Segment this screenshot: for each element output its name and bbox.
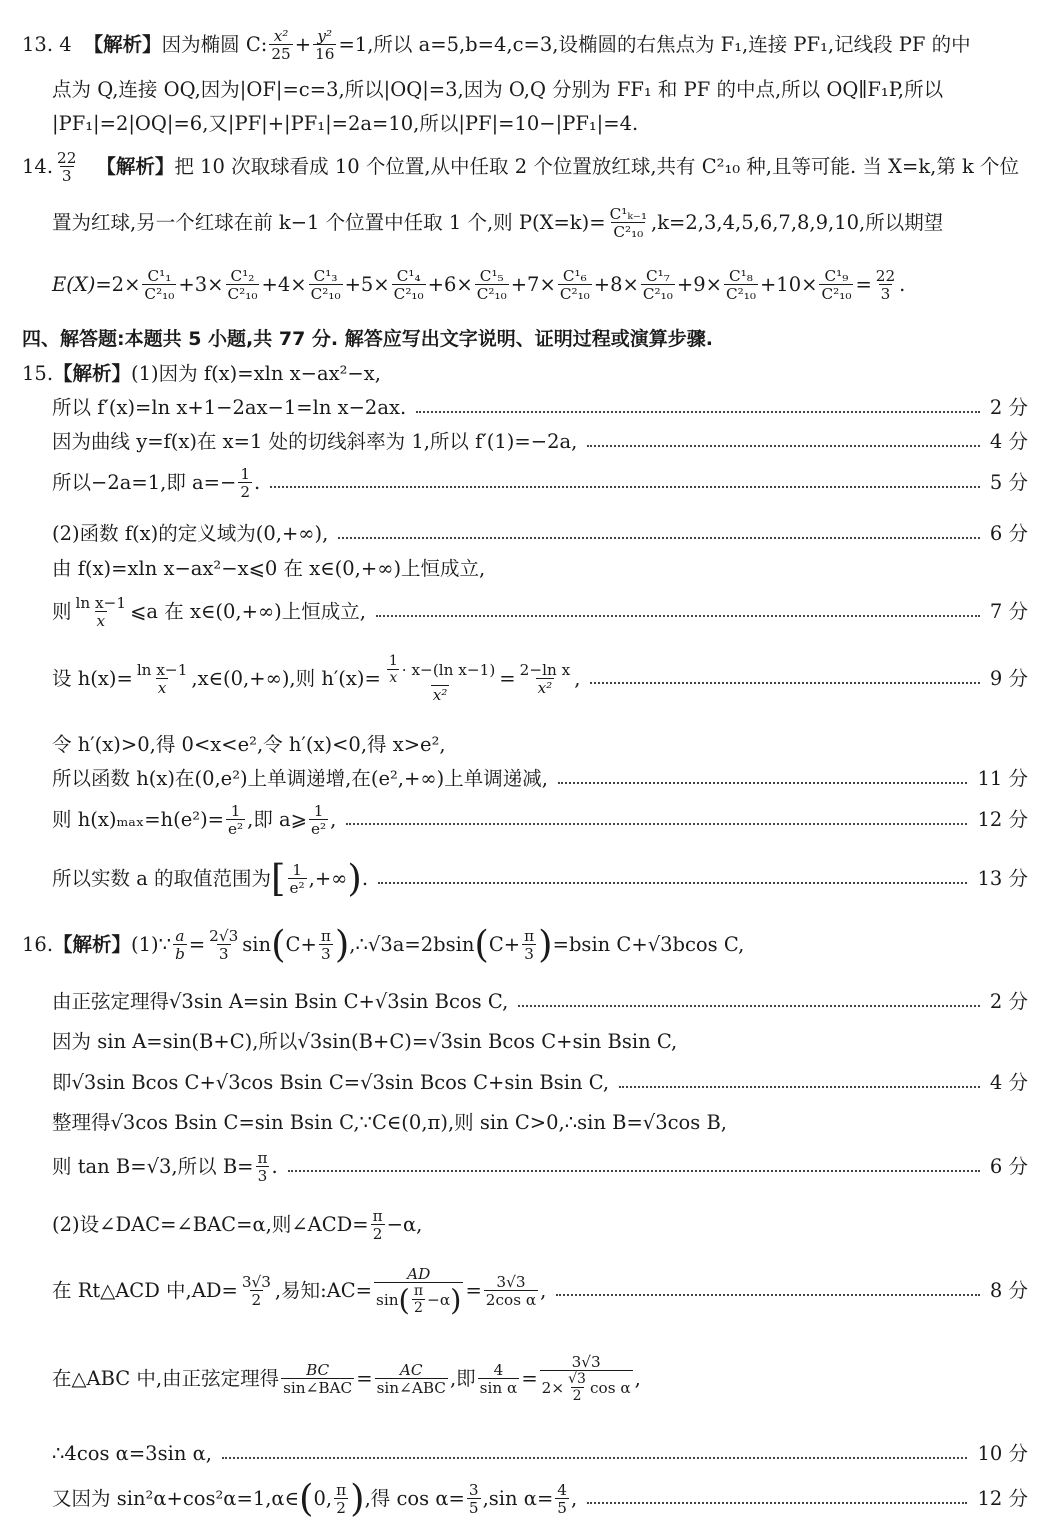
step-text: 所以函数 h(x)在(0,e²)上单调递增,在(e²,+∞)上单调递减, xyxy=(52,767,548,790)
fraction xyxy=(281,1362,354,1396)
q14-tag: 【解析】 xyxy=(96,155,175,179)
term-fraction xyxy=(475,268,509,302)
frac-num: C¹₇ xyxy=(645,267,670,285)
step-text: 由正弦定理得√3sin A=sin Bsin C+√3sin Bcos C, xyxy=(52,990,509,1013)
frac-den: C²₁₀ xyxy=(613,223,644,241)
term-fraction xyxy=(641,268,675,302)
score: 6 分 xyxy=(989,522,1028,545)
fraction xyxy=(135,662,190,696)
frac-num: C¹ₖ₋₁ xyxy=(609,205,648,223)
frac-num: y² xyxy=(317,27,333,45)
q15-step xyxy=(52,466,1028,500)
q16-head xyxy=(22,923,745,967)
bracket: [ xyxy=(271,857,286,901)
fraction xyxy=(240,1274,273,1308)
q16-step xyxy=(52,1477,1028,1520)
frac-num: a xyxy=(175,927,185,945)
step-text: = xyxy=(188,933,206,957)
step-text: · x−(ln x−1) xyxy=(401,660,496,679)
paren: ) xyxy=(538,923,553,967)
paren: ( xyxy=(299,1477,314,1520)
frac-num xyxy=(383,654,497,685)
step-text: 2× xyxy=(541,1378,565,1397)
score: 10 分 xyxy=(977,1442,1028,1465)
step-text: 在△ABC 中,由正弦定理得 xyxy=(52,1367,280,1391)
term-fraction xyxy=(226,268,260,302)
frac-num: π xyxy=(336,1481,347,1499)
step-text: . xyxy=(271,1155,278,1179)
paren: ) xyxy=(450,1282,462,1317)
term-coefficient: +6× xyxy=(427,273,473,297)
q16-step xyxy=(52,1442,1028,1465)
q14-text: ,k=2,3,4,5,6,7,8,9,10,所以期望 xyxy=(651,211,944,235)
q15-step xyxy=(52,396,1028,419)
frac-num: 2√3 xyxy=(209,927,239,945)
frac-num: C¹₈ xyxy=(729,267,753,285)
fraction xyxy=(522,928,536,962)
step-text: , xyxy=(574,667,581,691)
q13-text: + xyxy=(294,33,312,57)
fraction xyxy=(334,1482,348,1516)
fraction xyxy=(226,803,245,837)
q14-number: 14. xyxy=(22,155,54,179)
q15-step xyxy=(52,654,1028,703)
step-text: −α, xyxy=(386,1213,423,1237)
frac-num: C¹₁ xyxy=(147,267,172,285)
step-text: 所以−2a=1,即 a=− xyxy=(52,471,237,495)
step-text: (1)∵ xyxy=(131,933,172,957)
q14-text: 置为红球,另一个红球在前 k−1 个位置中任取 1 个,则 P(X=k)= xyxy=(52,211,606,235)
frac-den: 5 xyxy=(468,1499,479,1517)
q15-step xyxy=(52,522,1028,545)
frac-den: sin∠BAC xyxy=(283,1378,353,1397)
frac-num: 4 xyxy=(557,1481,567,1499)
frac-den: 25 xyxy=(271,45,291,63)
leader-dots xyxy=(416,411,980,413)
q13-line2: 点为 Q,连接 OQ,因为|OF|=c=3,所以|OQ|=3,因为 O,Q 分别为 FF₁ 和 PF 的中点,所以 OQ∥F₁P,所以 xyxy=(52,78,944,101)
q13-fraction xyxy=(313,28,336,62)
step-text: = xyxy=(356,1367,373,1391)
frac-num: C¹₉ xyxy=(824,267,849,285)
paren: ( xyxy=(271,923,286,967)
frac-den xyxy=(374,1282,463,1315)
leader-dots xyxy=(346,823,967,825)
frac-num: 2−ln x xyxy=(519,660,571,679)
frac-num: 1 xyxy=(230,802,241,820)
q15-head xyxy=(22,362,381,385)
step-text: ∴4cos α=3sin α, xyxy=(52,1442,212,1465)
q14-line3 xyxy=(52,268,905,302)
frac-den: 3 xyxy=(61,167,72,185)
q15-text: (1)因为 f(x)=xln x−ax²−x, xyxy=(131,362,381,385)
fraction xyxy=(255,1150,269,1184)
q13-text: =1,所以 a=5,b=4,c=3,设椭圆的右焦点为 F₁,连接 PF₁,记线段 PF 的中 xyxy=(338,33,971,57)
step-text: 因为曲线 y=f(x)在 x=1 处的切线斜率为 1,所以 f′(1)=−2a, xyxy=(52,430,578,453)
term-coefficient: +3× xyxy=(178,273,224,297)
frac-num: x² xyxy=(273,27,289,45)
fraction xyxy=(375,1362,448,1396)
fraction xyxy=(467,1482,481,1516)
step-text: 所以实数 a 的取值范围为 xyxy=(52,867,272,891)
step-text: −α xyxy=(427,1290,451,1309)
score: 2 分 xyxy=(989,396,1028,419)
term-coefficient: +8× xyxy=(593,273,639,297)
frac-den: C²₁₀ xyxy=(144,285,175,303)
frac-num: 3√3 xyxy=(241,1272,271,1291)
step-text: ,即 a⩾ xyxy=(247,808,308,832)
q16-step xyxy=(52,1150,1028,1184)
frac-num: C¹₃ xyxy=(313,267,338,285)
frac-den: C²₁₀ xyxy=(310,285,341,303)
frac-num: 3 xyxy=(468,1481,479,1499)
step-text: cos α xyxy=(589,1378,631,1397)
leader-dots xyxy=(590,682,979,684)
term-fraction xyxy=(558,268,592,302)
q14-fraction xyxy=(608,206,649,240)
frac-num: 3√3 xyxy=(496,1272,526,1291)
q16-step xyxy=(52,1266,1028,1315)
frac-num: 1 xyxy=(388,653,398,669)
frac-num: C¹₆ xyxy=(562,267,587,285)
q16-step: 整理得√3cos Bsin C=sin Bsin C,∵C∈(0,π),则 sin C>0,∴sin B=√3cos B, xyxy=(52,1111,728,1134)
term-fraction xyxy=(392,268,426,302)
frac-den: x xyxy=(157,678,167,697)
step-text: 在 Rt△ACD 中,AD= xyxy=(52,1279,238,1303)
fraction xyxy=(478,1362,520,1396)
fraction xyxy=(74,595,129,629)
step-text: . xyxy=(361,867,369,891)
fraction xyxy=(309,803,328,837)
leader-dots xyxy=(222,1457,968,1459)
fraction xyxy=(484,1274,538,1308)
q16-step xyxy=(52,1208,422,1242)
frac-den: 5 xyxy=(557,1499,567,1517)
fraction xyxy=(371,1208,385,1242)
fraction xyxy=(288,862,307,896)
q14-text: E(X)= xyxy=(52,273,112,297)
q14-line2 xyxy=(52,206,943,240)
frac-den: sin∠ABC xyxy=(376,1378,446,1397)
q13-number: 13. 4 xyxy=(22,33,72,57)
leader-dots xyxy=(338,537,980,539)
step-text: ,x∈(0,+∞),则 h′(x)= xyxy=(191,667,381,691)
frac-num: C¹₅ xyxy=(479,267,504,285)
frac-num: 1 xyxy=(292,861,302,879)
frac-num: 1 xyxy=(240,465,251,483)
score: 9 分 xyxy=(989,667,1028,691)
q16-step xyxy=(52,1071,1028,1094)
fraction xyxy=(374,1266,463,1315)
q13-fraction xyxy=(269,28,292,62)
q14-result xyxy=(874,268,897,302)
step-text: ⩽a 在 x∈(0,+∞)上恒成立, xyxy=(130,600,366,624)
fraction xyxy=(173,928,187,962)
step-text: , xyxy=(540,1279,547,1303)
term-fraction xyxy=(309,268,343,302)
frac-den: C²₁₀ xyxy=(725,285,756,303)
q14-answer xyxy=(55,150,78,184)
frac-den: 16 xyxy=(315,45,335,63)
frac-den: sin α xyxy=(479,1378,518,1397)
step-text: ,易知:AC= xyxy=(274,1279,373,1303)
q14-text: = xyxy=(855,273,872,297)
q16-tag: 【解析】 xyxy=(53,933,132,957)
leader-dots xyxy=(378,882,967,884)
step-text: ,+∞ xyxy=(308,867,348,891)
score: 8 分 xyxy=(989,1279,1028,1303)
frac-den: 2 xyxy=(414,1299,423,1316)
q15-step xyxy=(52,430,1028,453)
frac-num: π xyxy=(320,927,331,945)
frac-den: C²₁₀ xyxy=(227,285,258,303)
term-coefficient: 2× xyxy=(111,273,141,297)
step-text: 又因为 sin²α+cos²α=1,α∈ xyxy=(52,1487,300,1511)
frac-den: 2 xyxy=(336,1499,346,1517)
leader-dots xyxy=(518,1005,980,1007)
q15-step xyxy=(52,595,1028,629)
frac-den: 3 xyxy=(218,945,229,963)
frac-den: 3 xyxy=(320,945,331,963)
leader-dots xyxy=(376,615,980,617)
step-text: (2)设∠DAC=∠BAC=α,则∠ACD= xyxy=(52,1213,369,1237)
frac-num: √3 xyxy=(568,1371,586,1387)
frac-den: C²₁₀ xyxy=(476,285,507,303)
frac-den: 2 xyxy=(572,1387,582,1404)
frac-den: b xyxy=(175,945,185,963)
step-text: . xyxy=(254,471,261,495)
step-text: 则 tan B=√3,所以 B= xyxy=(52,1155,254,1179)
step-text: = xyxy=(499,667,516,691)
paren: ) xyxy=(350,1477,365,1520)
term-fraction xyxy=(142,268,176,302)
leader-dots xyxy=(556,1294,980,1296)
leader-dots xyxy=(558,782,968,784)
score: 12 分 xyxy=(977,808,1028,832)
q15-step: 令 h′(x)>0,得 0<x<e²,令 h′(x)<0,得 x>e², xyxy=(52,733,446,756)
frac-num: BC xyxy=(306,1360,330,1379)
step-text: = xyxy=(465,1279,482,1303)
leader-dots xyxy=(587,1502,967,1504)
q14-text: 把 10 次取球看成 10 个位置,从中任取 2 个位置放红球,共有 C²₁₀ 种,且等可能. 当 X=k,第 k 个位 xyxy=(174,155,1020,179)
frac-num: 22 xyxy=(875,267,896,285)
step-text: 则 h(x)ₘₐₓ=h(e²)= xyxy=(52,808,225,832)
q15-step xyxy=(52,857,1028,901)
leader-dots xyxy=(587,445,980,447)
frac-num: ln x−1 xyxy=(75,594,127,612)
score: 4 分 xyxy=(989,1071,1028,1094)
frac-num: π xyxy=(524,927,535,945)
frac-den: 2 xyxy=(251,1290,262,1309)
frac-den: 3 xyxy=(880,285,891,303)
frac-den: e² xyxy=(228,820,244,838)
frac-num: AD xyxy=(407,1265,431,1283)
bracket: ) xyxy=(347,857,362,901)
frac-den: C²₁₀ xyxy=(642,285,673,303)
step-text: = xyxy=(521,1367,538,1391)
step-text: 则 xyxy=(52,600,72,624)
score: 12 分 xyxy=(977,1487,1028,1511)
term-coefficient: +4× xyxy=(261,273,307,297)
frac-den: e² xyxy=(311,820,327,838)
paren: ( xyxy=(474,923,489,967)
q14-expectation-terms xyxy=(112,268,856,302)
fraction xyxy=(238,466,252,500)
term-coefficient: +10× xyxy=(759,273,818,297)
frac-num: ln x−1 xyxy=(136,660,188,679)
q16-step: 因为 sin A=sin(B+C),所以√3sin(B+C)=√3sin Bcos C+sin Bsin C, xyxy=(52,1030,678,1053)
step-text: 即√3sin Bcos C+√3cos Bsin C=√3sin Bcos C+sin Bsin C, xyxy=(52,1071,610,1094)
fraction xyxy=(383,654,497,703)
score: 13 分 xyxy=(977,867,1028,891)
fraction xyxy=(566,1372,588,1403)
score: 6 分 xyxy=(989,1155,1028,1179)
score: 11 分 xyxy=(977,767,1028,790)
frac-num: 22 xyxy=(57,149,77,167)
q15-step xyxy=(52,803,1028,837)
frac-num: 3√3 xyxy=(571,1353,601,1371)
frac-den: C²₁₀ xyxy=(559,285,590,303)
paren: ( xyxy=(398,1282,410,1317)
frac-den: C²₁₀ xyxy=(821,285,852,303)
fraction xyxy=(319,928,333,962)
frac-den: 3 xyxy=(257,1167,268,1185)
fraction xyxy=(387,654,400,685)
frac-den: e² xyxy=(289,879,305,897)
frac-den: x² xyxy=(537,678,553,697)
q14-text: . xyxy=(899,273,906,297)
step-text: 所以 f′(x)=ln x+1−2ax−1=ln x−2ax. xyxy=(52,396,407,419)
q14-line1 xyxy=(22,150,1019,184)
term-coefficient: +5× xyxy=(344,273,390,297)
step-text: sin xyxy=(242,933,272,957)
score: 7 分 xyxy=(989,600,1028,624)
term-coefficient: +7× xyxy=(510,273,556,297)
score: 5 分 xyxy=(989,471,1028,495)
fraction xyxy=(207,928,240,962)
frac-num: 1 xyxy=(313,802,324,820)
leader-dots xyxy=(288,1170,980,1172)
step-text: 0, xyxy=(313,1487,333,1511)
step-text: C+ xyxy=(285,933,317,957)
frac-den: 2 xyxy=(372,1225,383,1243)
fraction xyxy=(518,662,573,696)
q13-line1 xyxy=(22,28,971,62)
frac-num: π xyxy=(372,1207,383,1225)
q13-text: 因为椭圆 C: xyxy=(161,33,268,57)
q16-step xyxy=(52,1354,641,1403)
frac-num: AC xyxy=(399,1360,423,1379)
step-text: sin xyxy=(376,1290,399,1309)
score: 2 分 xyxy=(989,990,1028,1013)
step-text: ,即 xyxy=(449,1367,476,1391)
step-text: ,sin α= xyxy=(482,1487,554,1511)
step-text: =bsin C+√3bcos C, xyxy=(552,933,745,957)
step-text: ,∴√3a=2bsin xyxy=(349,933,475,957)
frac-num: C¹₄ xyxy=(396,267,421,285)
frac-num: π xyxy=(413,1283,424,1299)
frac-num: C¹₂ xyxy=(230,267,255,285)
q15-step xyxy=(52,767,1028,790)
step-text: , xyxy=(330,808,337,832)
frac-den: x xyxy=(96,612,106,630)
frac-den: x xyxy=(389,669,398,686)
frac-den xyxy=(540,1370,633,1403)
step-text: 设 h(x)= xyxy=(52,667,133,691)
leader-dots xyxy=(619,1086,980,1088)
paren: ) xyxy=(334,923,350,967)
step-text: ,得 cos α= xyxy=(364,1487,465,1511)
q15-number: 15. xyxy=(22,362,54,385)
fraction xyxy=(540,1354,633,1403)
term-fraction xyxy=(724,268,758,302)
fraction xyxy=(412,1284,425,1315)
step-text: , xyxy=(571,1487,578,1511)
frac-den: C²₁₀ xyxy=(393,285,424,303)
q16-number: 16. xyxy=(22,933,54,957)
term-fraction xyxy=(819,268,853,302)
q15-tag: 【解析】 xyxy=(53,362,132,385)
frac-num: π xyxy=(257,1149,268,1167)
frac-den: 2cos α xyxy=(485,1290,537,1309)
frac-den: 3 xyxy=(524,945,534,963)
section-heading: 四、解答题:本题共 5 小题,共 77 分. 解答应写出文字说明、证明过程或演算步骤. xyxy=(22,328,713,350)
frac-den: 2 xyxy=(240,483,251,501)
q13-tag: 【解析】 xyxy=(83,33,162,57)
step-text: (2)函数 f(x)的定义域为(0,+∞), xyxy=(52,522,329,545)
q16-step xyxy=(52,990,1028,1013)
q13-line3: |PF₁|=2|OQ|=6,又|PF|+|PF₁|=2a=10,所以|PF|=10−|PF₁|=4. xyxy=(52,112,639,135)
fraction xyxy=(555,1482,569,1516)
score: 4 分 xyxy=(989,430,1028,453)
frac-den: x² xyxy=(432,686,448,705)
term-coefficient: +9× xyxy=(676,273,722,297)
step-text: C+ xyxy=(488,933,521,957)
step-text: , xyxy=(634,1367,641,1391)
leader-dots xyxy=(270,486,980,488)
frac-num: 4 xyxy=(493,1360,504,1379)
q15-step: 由 f(x)=xln x−ax²−x⩽0 在 x∈(0,+∞)上恒成立, xyxy=(52,557,486,580)
